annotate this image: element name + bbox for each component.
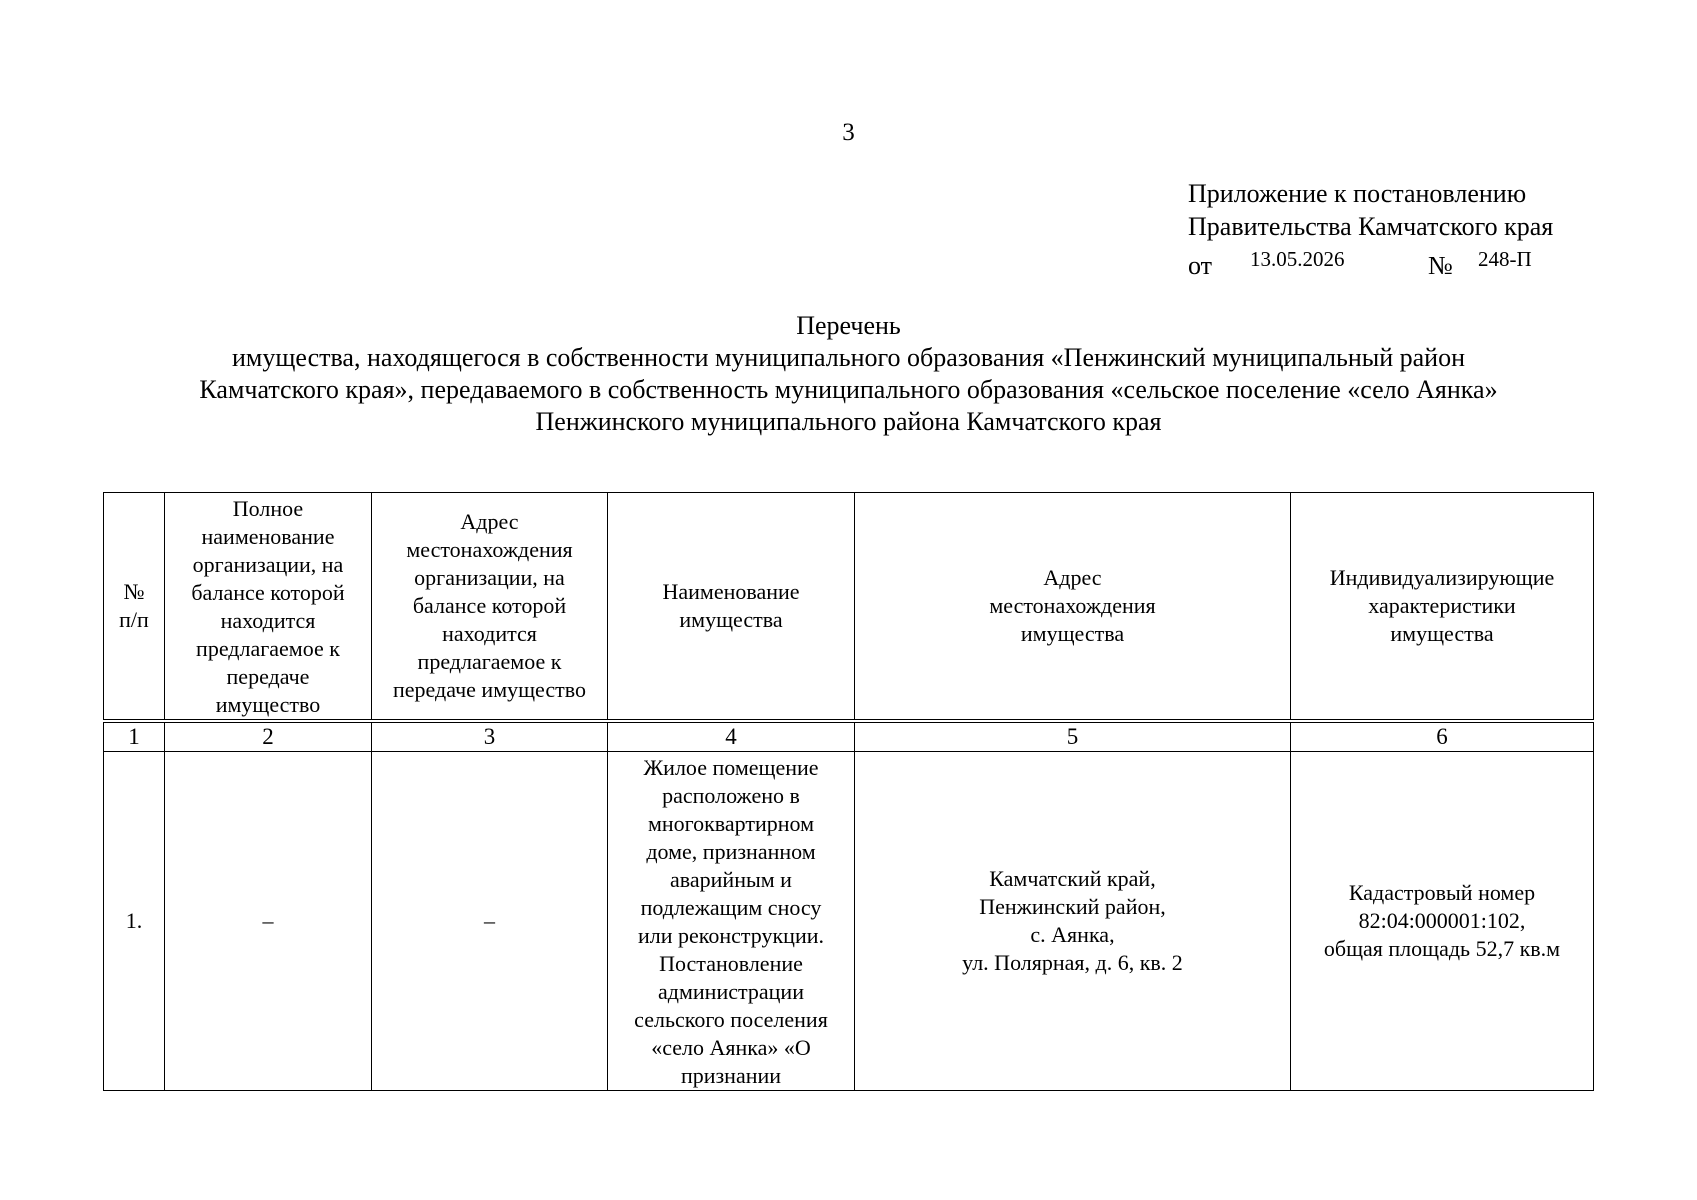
row-number: 1. — [104, 752, 165, 1091]
appendix-line-1: Приложение к постановлению — [1188, 179, 1527, 208]
header-cell-property-address: Адрес местонахождения имущества — [855, 493, 1291, 722]
heading-line-3: Пенжинского муниципального района Камчатского края — [535, 407, 1162, 436]
column-number: 1 — [104, 721, 165, 752]
date-prefix: от — [1188, 251, 1213, 280]
header-cell-org-address: Адрес местонахождения организации, на балансе которой находится предлагаемое к передаче имущество — [372, 493, 608, 722]
heading-line-2: Камчатского края», передаваемого в собственность муниципального образования «сельское поселение «село Аянка» — [199, 375, 1498, 404]
decree-number: 248-П — [1478, 247, 1532, 271]
header-cell-number: № п/п — [104, 493, 165, 722]
column-number: 6 — [1291, 721, 1594, 752]
column-number: 3 — [372, 721, 608, 752]
row-property-address: Камчатский край, Пенжинский район, с. Аянка, ул. Полярная, д. 6, кв. 2 — [855, 752, 1291, 1091]
row-characteristics: Кадастровый номер 82:04:000001:102, общая площадь 52,7 кв.м — [1291, 752, 1594, 1091]
row-property-name: Жилое помещение расположено в многоквартирном доме, признанном аварийным и подлежащим сносу или реконструкции. Постановление администрации сельского поселения «село Аянка» «О признании — [608, 752, 855, 1091]
header-cell-characteristics: Индивидуализирующие характеристики имущества — [1291, 493, 1594, 722]
column-number: 5 — [855, 721, 1291, 752]
table-header-row — [104, 493, 1594, 722]
header-cell-org-name: Полное наименование организации, на балансе которой находится предлагаемое к передаче имущество — [165, 493, 372, 722]
header-cell-property-name: Наименование имущества — [608, 493, 855, 722]
heading-line-1: имущества, находящегося в собственности муниципального образования «Пенжинский муниципальный район — [232, 343, 1465, 372]
decree-date: 13.05.2026 — [1250, 247, 1345, 271]
table-row — [104, 752, 1594, 1091]
appendix-reference — [1188, 243, 1553, 279]
number-sign: № — [1428, 251, 1453, 280]
row-org-name: – — [165, 752, 372, 1091]
column-number: 4 — [608, 721, 855, 752]
column-number-row — [104, 721, 1594, 752]
document-heading — [0, 310, 1697, 438]
property-table — [103, 492, 1594, 1091]
appendix-block — [1188, 177, 1553, 279]
page-number: 3 — [842, 119, 855, 146]
row-org-address: – — [372, 752, 608, 1091]
heading-title: Перечень — [796, 311, 901, 340]
appendix-line-2: Правительства Камчатского края — [1188, 212, 1554, 241]
column-number: 2 — [165, 721, 372, 752]
